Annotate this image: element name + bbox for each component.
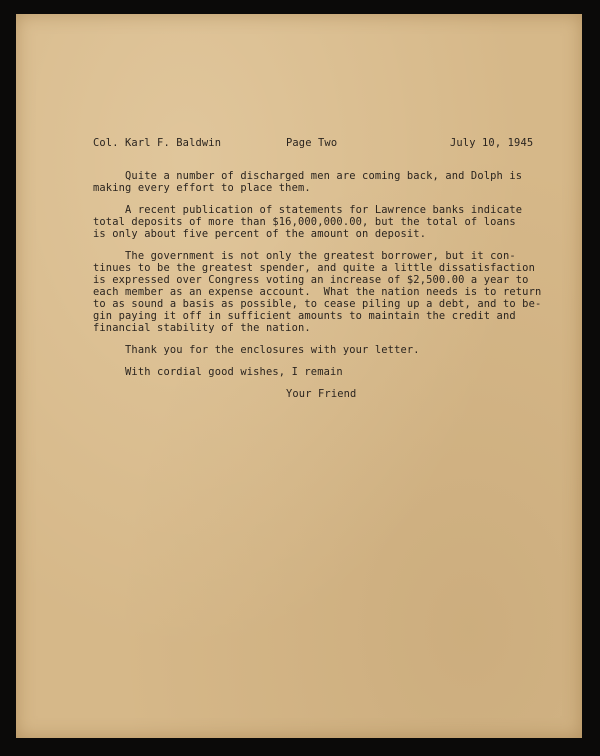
- text-line: With cordial good wishes, I remain: [93, 366, 343, 378]
- letter-page: [16, 14, 582, 738]
- text-line: Thank you for the enclosures with your letter.: [93, 344, 420, 356]
- text-line: Quite a number of discharged men are coming back, and Dolph is: [93, 170, 523, 182]
- text-line: tinues to be the greatest spender, and quite a little dissatisfaction: [93, 262, 535, 274]
- text-line: to as sound a basis as possible, to cease piling up a debt, and to be-: [93, 298, 542, 310]
- text-line: A recent publication of statements for Lawrence banks indicate: [93, 204, 523, 216]
- text-line: is expressed over Congress voting an increase of $2,500.00 a year to: [93, 274, 529, 286]
- text-line: making every effort to place them.: [93, 182, 311, 194]
- closing-signature: Your Friend: [286, 388, 357, 400]
- letter-date: July 10, 1945: [450, 137, 534, 149]
- text-line: financial stability of the nation.: [93, 322, 311, 334]
- recipient-name: Col. Karl F. Baldwin: [93, 137, 222, 149]
- text-line: total deposits of more than $16,000,000.00, but the total of loans: [93, 216, 516, 228]
- text-line: is only about five percent of the amount on deposit.: [93, 228, 427, 240]
- page-number: Page Two: [286, 137, 338, 149]
- text-line: gin paying it off in sufficient amounts to maintain the credit and: [93, 310, 516, 322]
- text-line: each member as an expense account. What the nation needs is to return: [93, 286, 542, 298]
- text-line: The government is not only the greatest borrower, but it con-: [93, 250, 516, 262]
